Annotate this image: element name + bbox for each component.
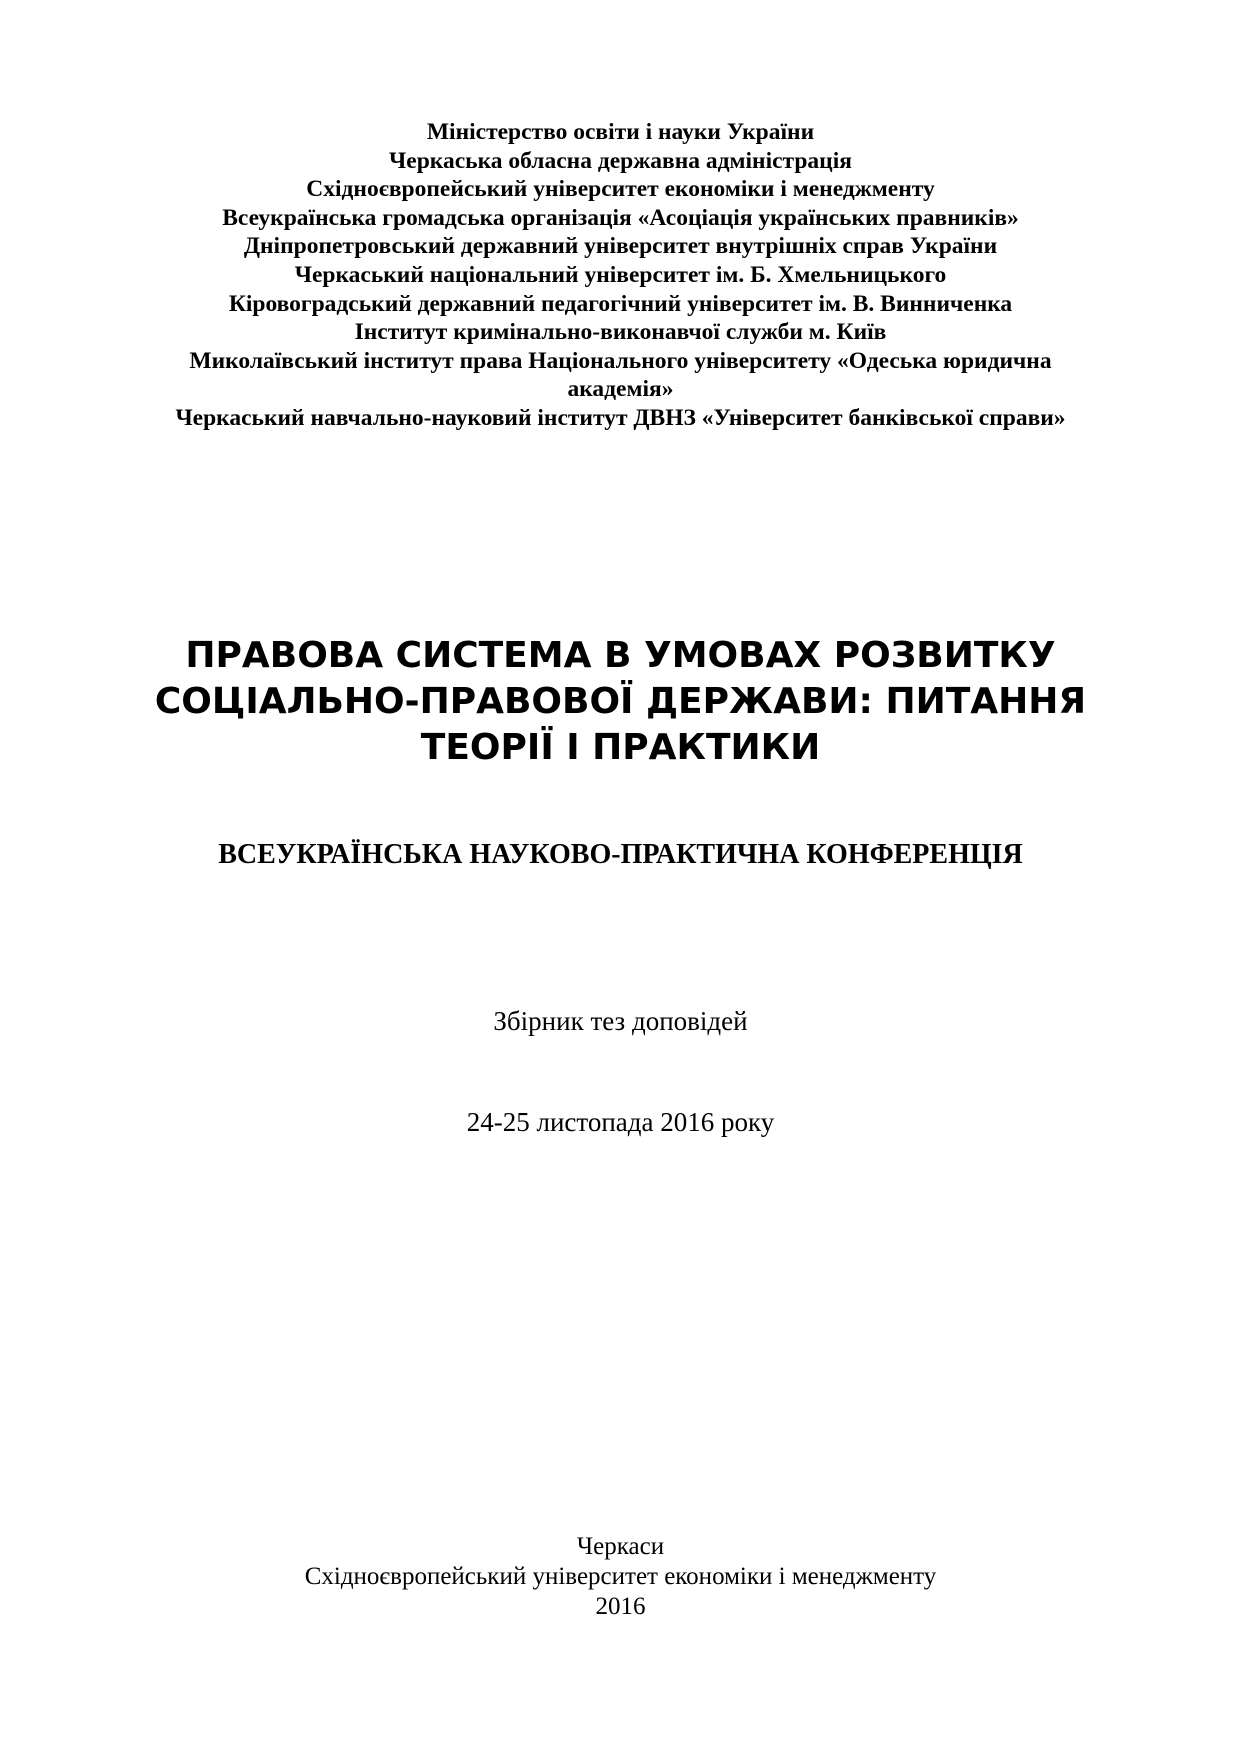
organization-line: Східноєвропейський університет економіки і менеджменту xyxy=(306,176,935,203)
title-line: СОЦІАЛЬНО-ПРАВОВОЇ ДЕРЖАВИ: ПИТАННЯ xyxy=(154,681,1087,722)
imprint-year: 2016 xyxy=(595,1593,646,1620)
imprint-publisher: Східноєвропейський університет економіки і менеджменту xyxy=(304,1563,937,1590)
organizations-list xyxy=(120,118,1121,433)
organization-line: Дніпропетровський державний університет внутрішніх справ України xyxy=(243,233,998,260)
organization-line: Миколаївський інститут права Національного університету «Одеська юридична xyxy=(189,347,1052,374)
organization-line: Черкаський навчально-науковий інститут ДВНЗ «Університет банківської справи» xyxy=(175,404,1066,431)
title-line: ТЕОРІЇ І ПРАКТИКИ xyxy=(420,727,821,768)
conference-date: 24-25 листопада 2016 року xyxy=(466,1107,775,1137)
title-line: ПРАВОВА СИСТЕМА В УМОВАХ РОЗВИТКУ xyxy=(185,635,1056,676)
organization-line: Всеукраїнська громадська організація «Асоціація українських правників» xyxy=(222,204,1019,231)
organization-line: академія» xyxy=(567,376,674,403)
organization-line: Інститут кримінально-виконавчої служби м. Київ xyxy=(354,319,887,346)
document-title xyxy=(100,633,1141,771)
imprint-city: Черкаси xyxy=(576,1533,665,1560)
organization-line: Кіровоградський державний педагогічний університет ім. В. Винниченка xyxy=(228,290,1013,317)
organization-line: Міністерство освіти і науки України xyxy=(426,119,815,145)
imprint xyxy=(100,1532,1141,1622)
collection-type: Збірник тез доповідей xyxy=(493,1006,748,1036)
organization-line: Черкаський національний університет ім. Б. Хмельницького xyxy=(294,261,947,288)
conference-subtitle: ВСЕУКРАЇНСЬКА НАУКОВО-ПРАКТИЧНА КОНФЕРЕНЦІЯ xyxy=(218,839,1023,870)
organization-line: Черкаська обласна державна адміністрація xyxy=(389,147,852,174)
